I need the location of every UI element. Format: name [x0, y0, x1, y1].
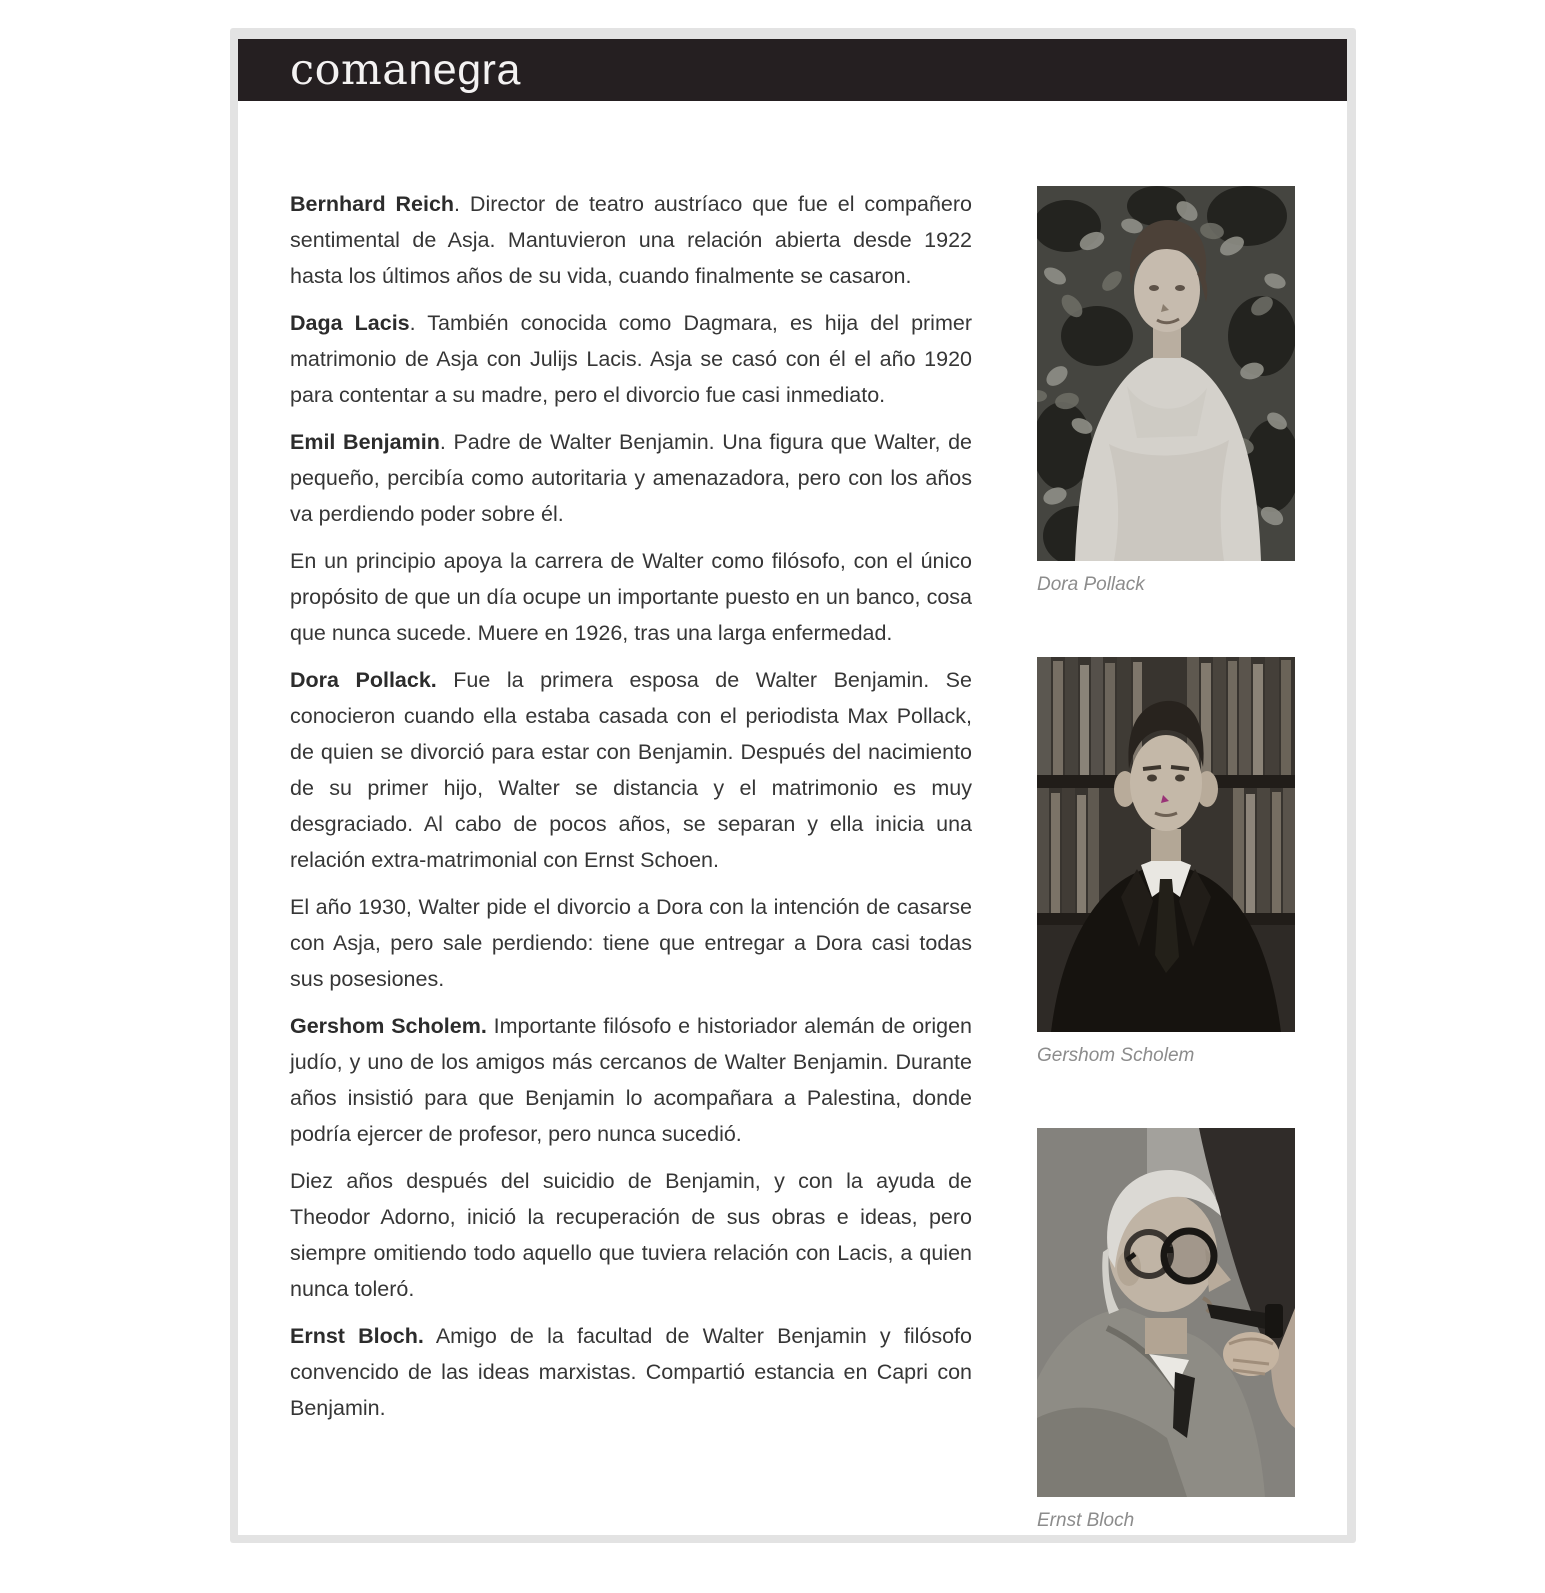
page-frame	[230, 28, 1356, 1543]
entry-text: El año 1930, Walter pide el divorcio a Dora con la intención de casarse con Asja, pero sale perdiendo: tiene que entregar a Dora casi todas sus posesiones.	[290, 895, 972, 991]
entry-text: . Director de teatro austríaco que fue el compañero sentimental de Asja. Mantuvieron una relación abierta desde 1922 hasta los últimos años de su vida, cuando finalmente se casaron.	[290, 192, 972, 288]
paragraph-dora-pollack-1	[290, 662, 972, 878]
paragraph-gershom-scholem-1	[290, 1008, 972, 1152]
document-page	[238, 39, 1347, 1535]
text-column	[290, 186, 972, 1593]
entry-text: . También conocida como Dagmara, es hija del primer matrimonio de Asja con Julijs Lacis. Asja se casó con él el año 1920 para contentar a su madre, pero el divorcio fue casi inmediato.	[290, 311, 972, 407]
photo-caption-gershom-scholem: Gershom Scholem	[1037, 1045, 1195, 1066]
photo-gershom-scholem	[1037, 657, 1295, 1032]
entry-text: Amigo de la facultad de Walter Benjamin y filósofo convencido de las ideas marxistas. Compartió estancia en Capri con Benjamin.	[290, 1324, 972, 1420]
entry-name-gershom-scholem: Gershom Scholem.	[290, 1014, 487, 1038]
entry-name-dora-pollack: Dora Pollack.	[290, 668, 437, 692]
logo-serif-part: coma	[290, 45, 409, 95]
figure-gershom-scholem	[1037, 657, 1295, 1068]
photo-dora-pollack	[1037, 186, 1295, 561]
entry-text: . Padre de Walter Benjamin. Una figura que Walter, de pequeño, percibía como autoritaria y amenazadora, pero con los años va perdiendo poder sobre él.	[290, 430, 972, 526]
photo-caption-dora-pollack: Dora Pollack	[1037, 574, 1145, 595]
figure-ernst-bloch	[1037, 1128, 1295, 1533]
entry-name-emil-benjamin: Emil Benjamin	[290, 430, 440, 454]
entry-text: En un principio apoya la carrera de Walter como filósofo, con el único propósito de que un día ocupe un importante puesto en un banco, cosa que nunca sucede. Muere en 1926, tras una larga enfermedad.	[290, 549, 972, 645]
paragraph-daga-lacis	[290, 305, 972, 413]
entry-text: Importante filósofo e historiador alemán de origen judío, y uno de los amigos más cercanos de Walter Benjamin. Durante años insistió para que Benjamin lo acompañara a Palestina, donde podría ejercer de profesor, pero nunca sucedió.	[290, 1014, 972, 1146]
paragraph-dora-pollack-2	[290, 889, 972, 997]
photo-caption-ernst-bloch: Ernst Bloch	[1037, 1510, 1135, 1531]
logo-sans-part: negra	[408, 46, 521, 94]
entry-name-daga-lacis: Daga Lacis	[290, 311, 410, 335]
content-area	[238, 101, 1347, 1593]
paragraph-gershom-scholem-2	[290, 1163, 972, 1307]
paragraph-emil-benjamin-2	[290, 543, 972, 651]
comanegra-logo	[290, 39, 521, 101]
entry-name-bernhard-reich: Bernhard Reich	[290, 192, 455, 216]
photo-ernst-bloch	[1037, 1128, 1295, 1497]
header-bar	[238, 39, 1347, 101]
paragraph-emil-benjamin-1	[290, 424, 972, 532]
entry-text: Fue la primera esposa de Walter Benjamin. Se conocieron cuando ella estaba casada con el periodista Max Pollack, de quien se divorció para estar con Benjamin. Después del nacimiento de su primer hijo, Walter se distancia y el matrimonio es muy desgraciado. Al cabo de pocos años, se separan y ella inicia una relación extra-matrimonial con Ernst Schoen.	[290, 668, 972, 872]
entry-text: Diez años después del suicidio de Benjamin, y con la ayuda de Theodor Adorno, inició la recuperación de sus obras e ideas, pero siempre omitiendo todo aquello que tuviera relación con Lacis, a quien nunca toleró.	[290, 1169, 972, 1301]
paragraph-bernhard-reich	[290, 186, 972, 294]
entry-name-ernst-bloch: Ernst Bloch.	[290, 1324, 424, 1348]
figure-column	[1037, 186, 1295, 1593]
figure-dora-pollack	[1037, 186, 1295, 597]
paragraph-ernst-bloch	[290, 1318, 972, 1426]
